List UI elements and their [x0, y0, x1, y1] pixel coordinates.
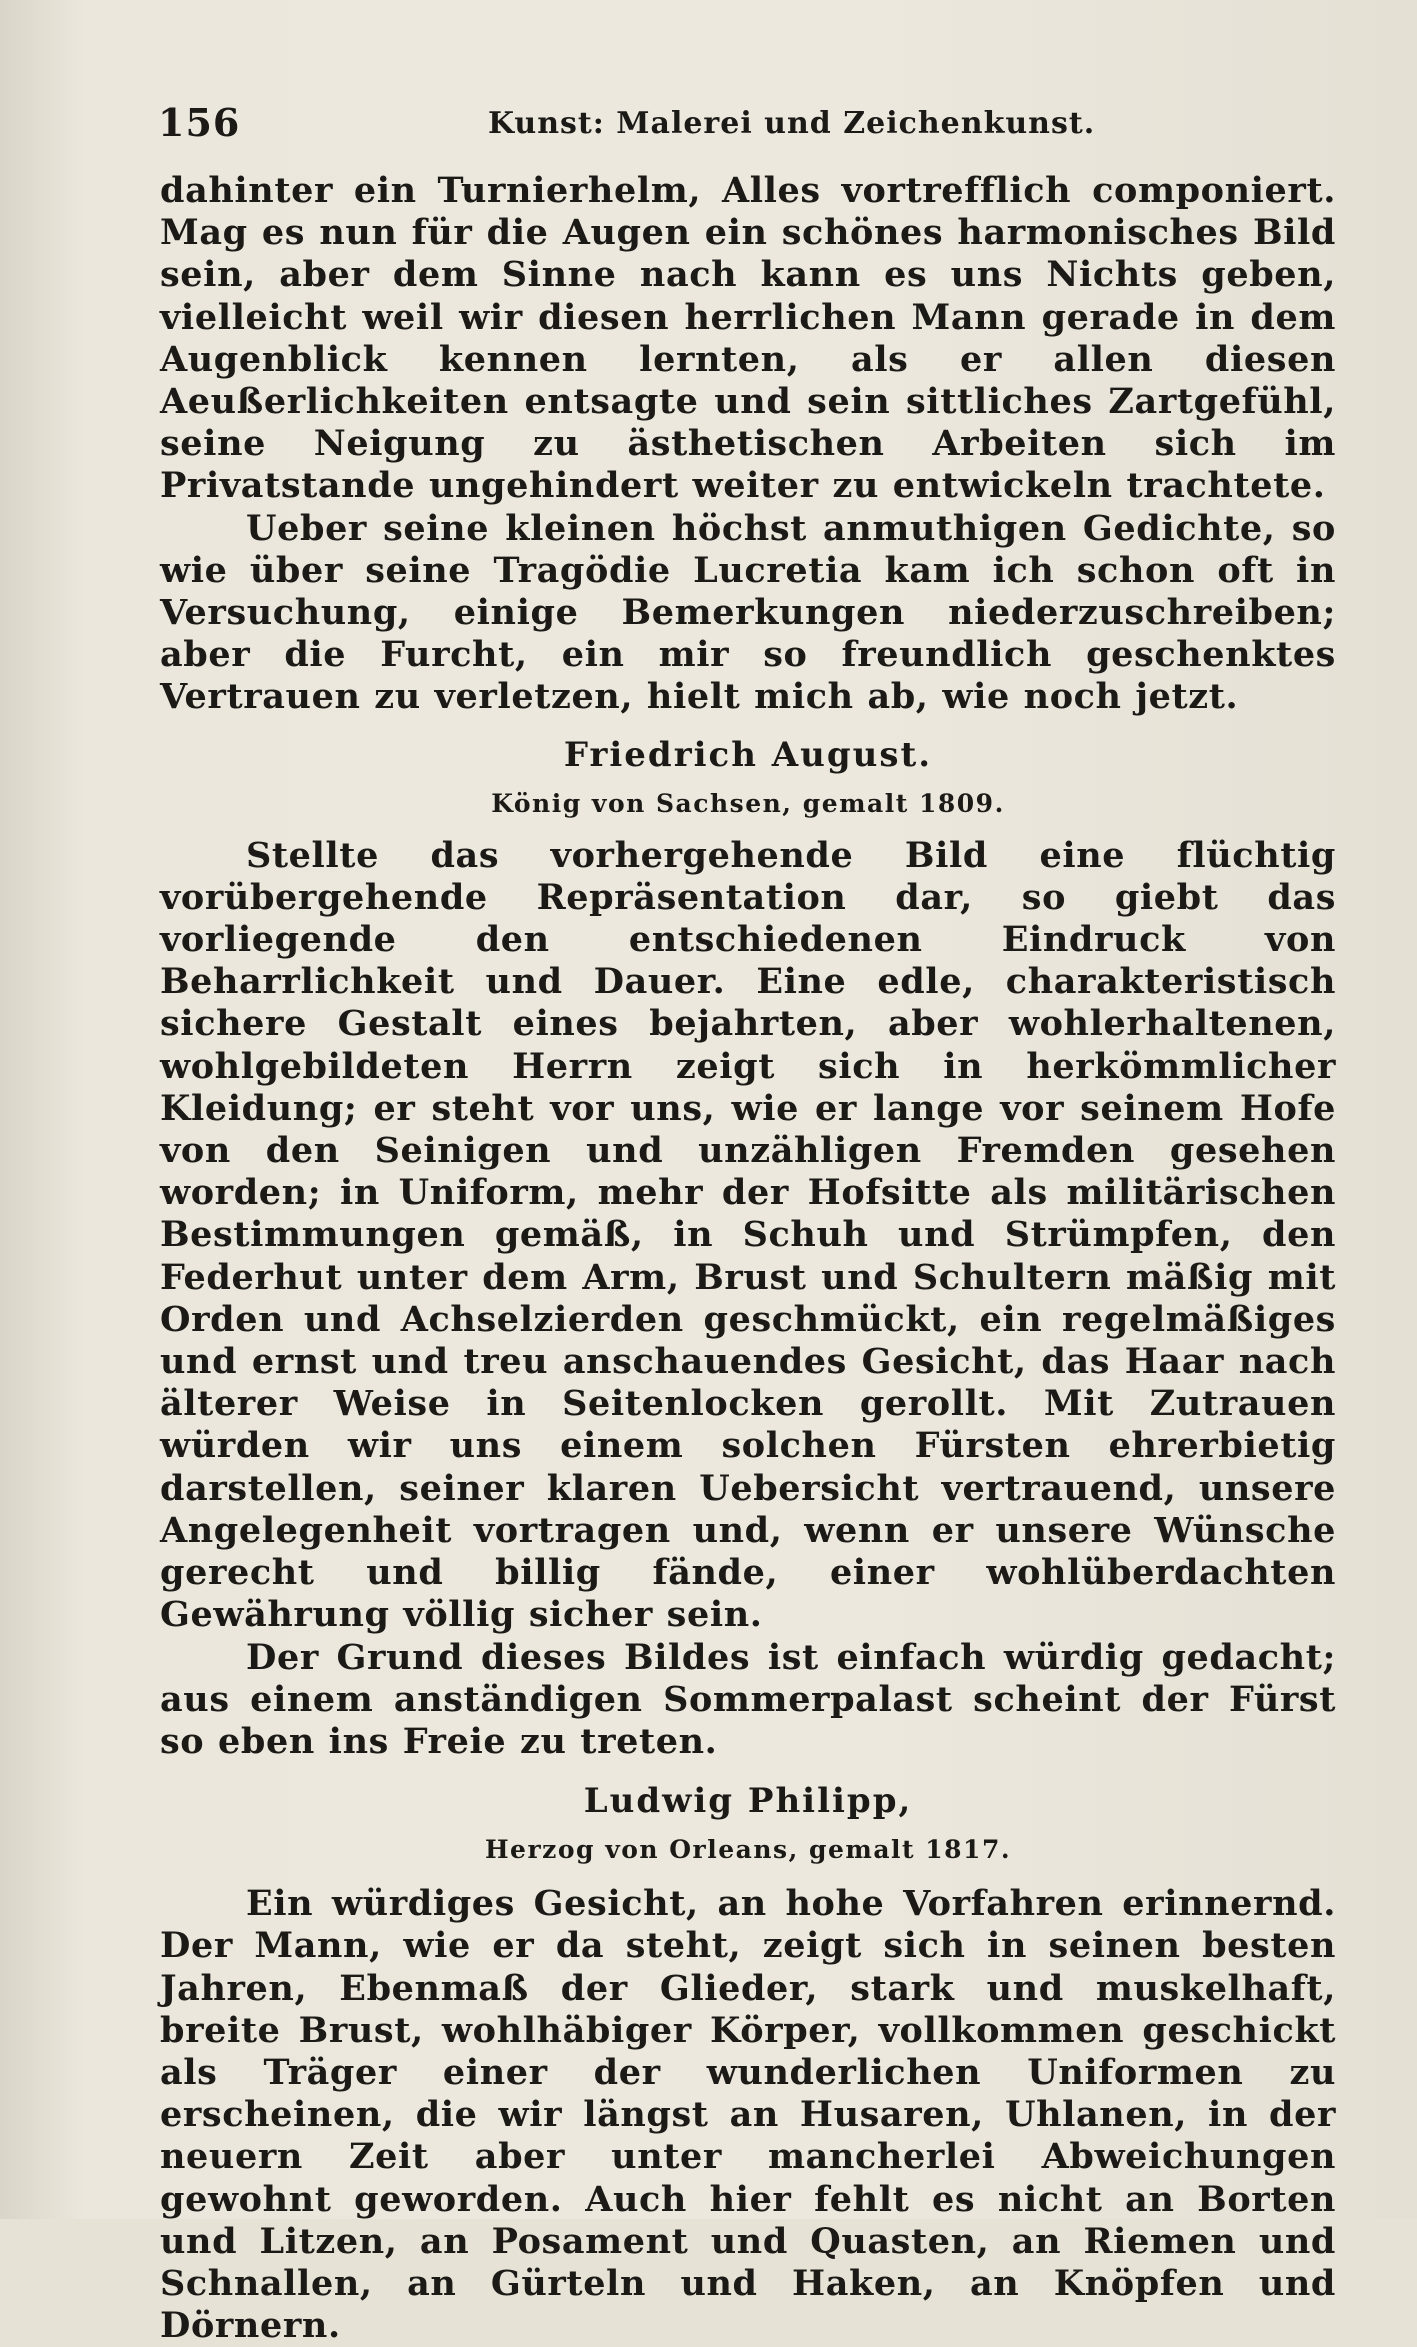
running-title: Kunst: Malerei und Zeichenkunst.	[488, 106, 1096, 141]
page-number: 156	[158, 100, 241, 145]
paragraph-friedrich-august-2: Der Grund dieses Bildes ist einfach würdig gedacht; aus einem anständigen Sommerpalast scheint der Fürst so eben ins Freie zu treten.	[160, 1636, 1336, 1762]
section-title-ludwig-philipp: Ludwig Philipp,	[583, 1781, 913, 1822]
section-subtitle-ludwig-philipp: Herzog von Orleans, gemalt 1817.	[484, 1835, 1012, 1865]
paragraph-ludwig-philipp-1: Ein würdiges Gesicht, an hohe Vorfahren erinnernd. Der Mann, wie er da steht, zeigt sich in seinen besten Jahren, Ebenmaß der Glieder, stark und muskelhaft, breite Brust, wohlhäbiger Körper, vollkommen geschickt als Träger einer der wunderlichen Uniformen zu erscheinen, die wir längst an Husaren, Uhlanen, in der neuern Zeit aber unter mancherlei Abweichungen gewohnt geworden. Auch hier fehlt es nicht an Borten und Litzen, an Posament und Quasten, an Riemen und Schnallen, an Gürteln und Haken, an Knöpfen und Dörnern.	[160, 1883, 1336, 2347]
paragraph-lucretia: Ueber seine kleinen höchst anmuthigen Gedichte, so wie über seine Tragödie Lucretia kam ich schon oft in Versuchung, einige Bemerkungen niederzuschreiben; aber die Furcht, ein mir so freundlich geschenktes Vertrauen zu verletzen, hielt mich ab, wie noch jetzt.	[160, 507, 1336, 718]
section-title-friedrich-august: Friedrich August.	[563, 734, 933, 775]
paragraph-continuation: dahinter ein Turnierhelm, Alles vortrefflich componiert. Mag es nun für die Augen ein schönes harmonisches Bild sein, aber dem Sinne nach kann es uns Nichts geben, vielleicht weil wir diesen herrlichen Mann gerade in dem Augenblick kennen lernten, als er allen diesen Aeußerlichkeiten entsagte und sein sittliches Zartgefühl, seine Neigung zu ästhetischen Arbeiten sich im Privatstande ungehindert weiter zu entwickeln trachtete.	[160, 170, 1336, 507]
page-header	[158, 100, 1338, 160]
page-body	[160, 170, 1336, 2347]
section-subtitle-friedrich-august: König von Sachsen, gemalt 1809.	[491, 788, 1005, 818]
paragraph-friedrich-august-1: Stellte das vorhergehende Bild eine flüchtig vorübergehende Repräsentation dar, so giebt das vorliegende den entschiedenen Eindruck von Beharrlichkeit und Dauer. Eine edle, charakteristisch sichere Gestalt eines bejahrten, aber wohlerhaltenen, wohlgebildeten Herrn zeigt sich in herkömmlicher Kleidung; er steht vor uns, wie er lange vor seinem Hofe von den Seinigen und unzähligen Fremden gesehen worden; in Uniform, mehr der Hofsitte als militärischen Bestimmungen gemäß, in Schuh und Strümpfen, den Federhut unter dem Arm, Brust und Schultern mäßig mit Orden und Achselzierden geschmückt, ein regelmäßiges und ernst und treu anschauendes Gesicht, das Haar nach älterer Weise in Seitenlocken gerollt. Mit Zutrauen würden wir uns einem solchen Fürsten ehrerbietig darstellen, seiner klaren Uebersicht vertrauend, unsere Angelegenheit vortragen und, wenn er unsere Wünsche gerecht und billig fände, einer wohlüberdachten Gewährung völlig sicher sein.	[160, 834, 1336, 1636]
